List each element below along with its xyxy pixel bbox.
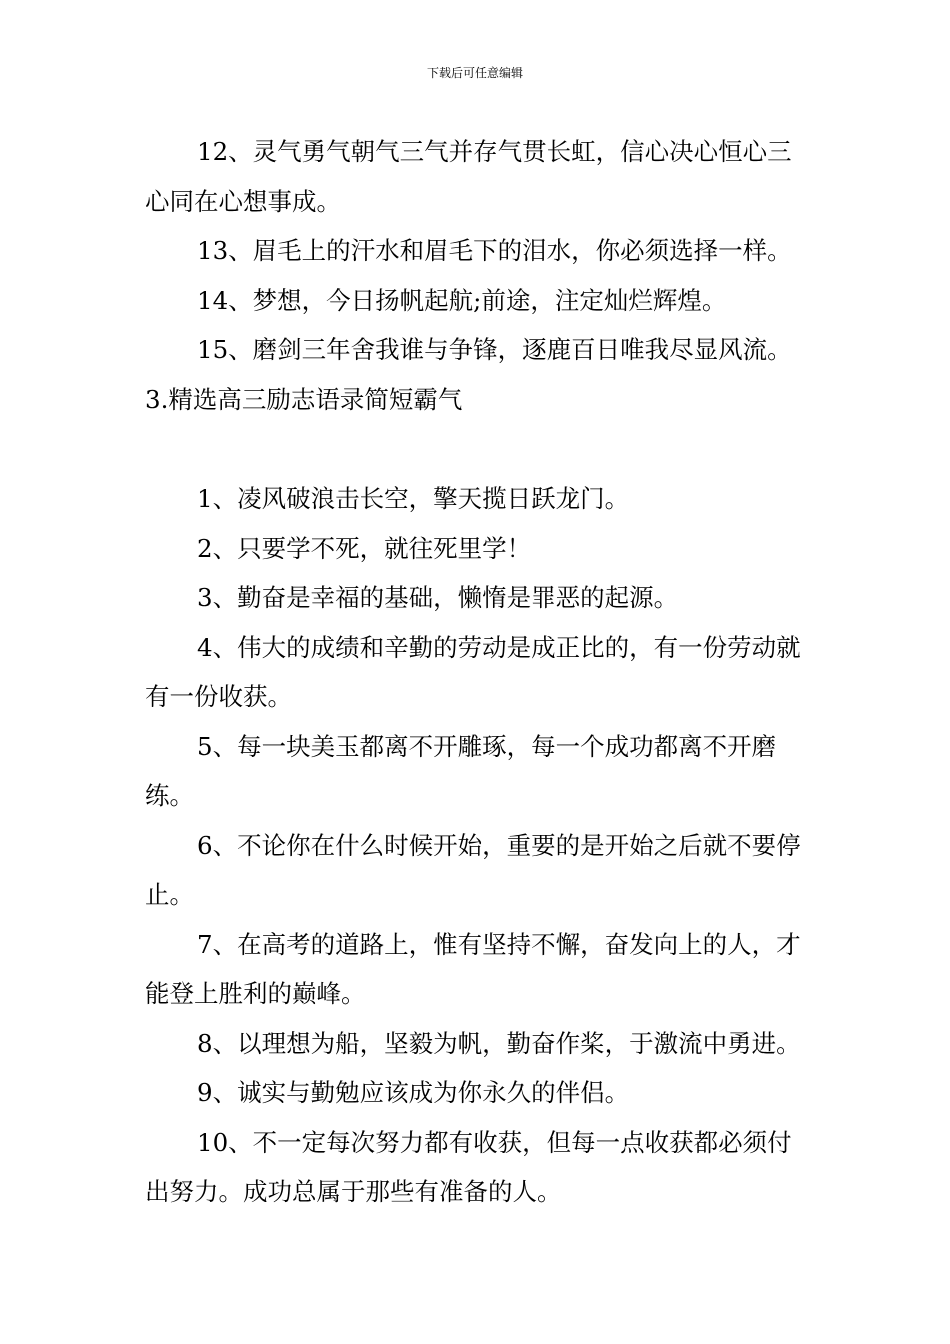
section-heading: 3.精选高三励志语录简短霸气: [145, 384, 463, 414]
list-item-8: 8、以理想为船，坚毅为帆，勤奋作桨，于激流中勇进。: [197, 1028, 801, 1058]
paragraph-item-14: 14、梦想，今日扬帆起航;前途，注定灿烂辉煌。: [197, 285, 727, 315]
paragraph-item-12: 12、灵气勇气朝气三气并存气贯长虹，信心决心恒心三心同在心想事成。: [145, 137, 792, 216]
paragraph-item-15: 15、磨剑三年舍我谁与争锋，逐鹿百日唯我尽显风流。: [197, 335, 792, 364]
paragraph-item-13: 13、眉毛上的汗水和眉毛下的泪水，你必须选择一样。: [197, 236, 792, 265]
list-item-9: 9、诚实与勤勉应该成为你永久的伴侣。: [197, 1078, 630, 1107]
list-item-2: 2、只要学不死，就往死里学！: [197, 533, 532, 563]
list-item-5: 5、每一块美玉都离不开雕琢，每一个成功都离不开磨练。: [145, 731, 777, 810]
list-item-4: 4、伟大的成绩和辛勤的劳动是成正比的，有一份劳动就有一份收获。: [145, 632, 801, 711]
list-item-6: 6、不论你在什么时候开始，重要的是开始之后就不要停止。: [145, 830, 801, 909]
page-header: 下载后可任意编辑: [426, 66, 523, 80]
list-item-10: 10、不一定每次努力都有收获，但每一点收获都必须付出努力。成功总属于那些有准备的人。: [145, 1127, 792, 1206]
list-item-1: 1、凌风破浪击长空，擎天揽日跃龙门。: [197, 484, 630, 513]
list-item-3: 3、勤奋是幸福的基础，懒惰是罪恶的起源。: [197, 583, 679, 612]
list-item-7: 7、在高考的道路上，惟有坚持不懈，奋发向上的人，才能登上胜利的巅峰。: [145, 929, 801, 1008]
document-body: [145, 127, 810, 1217]
